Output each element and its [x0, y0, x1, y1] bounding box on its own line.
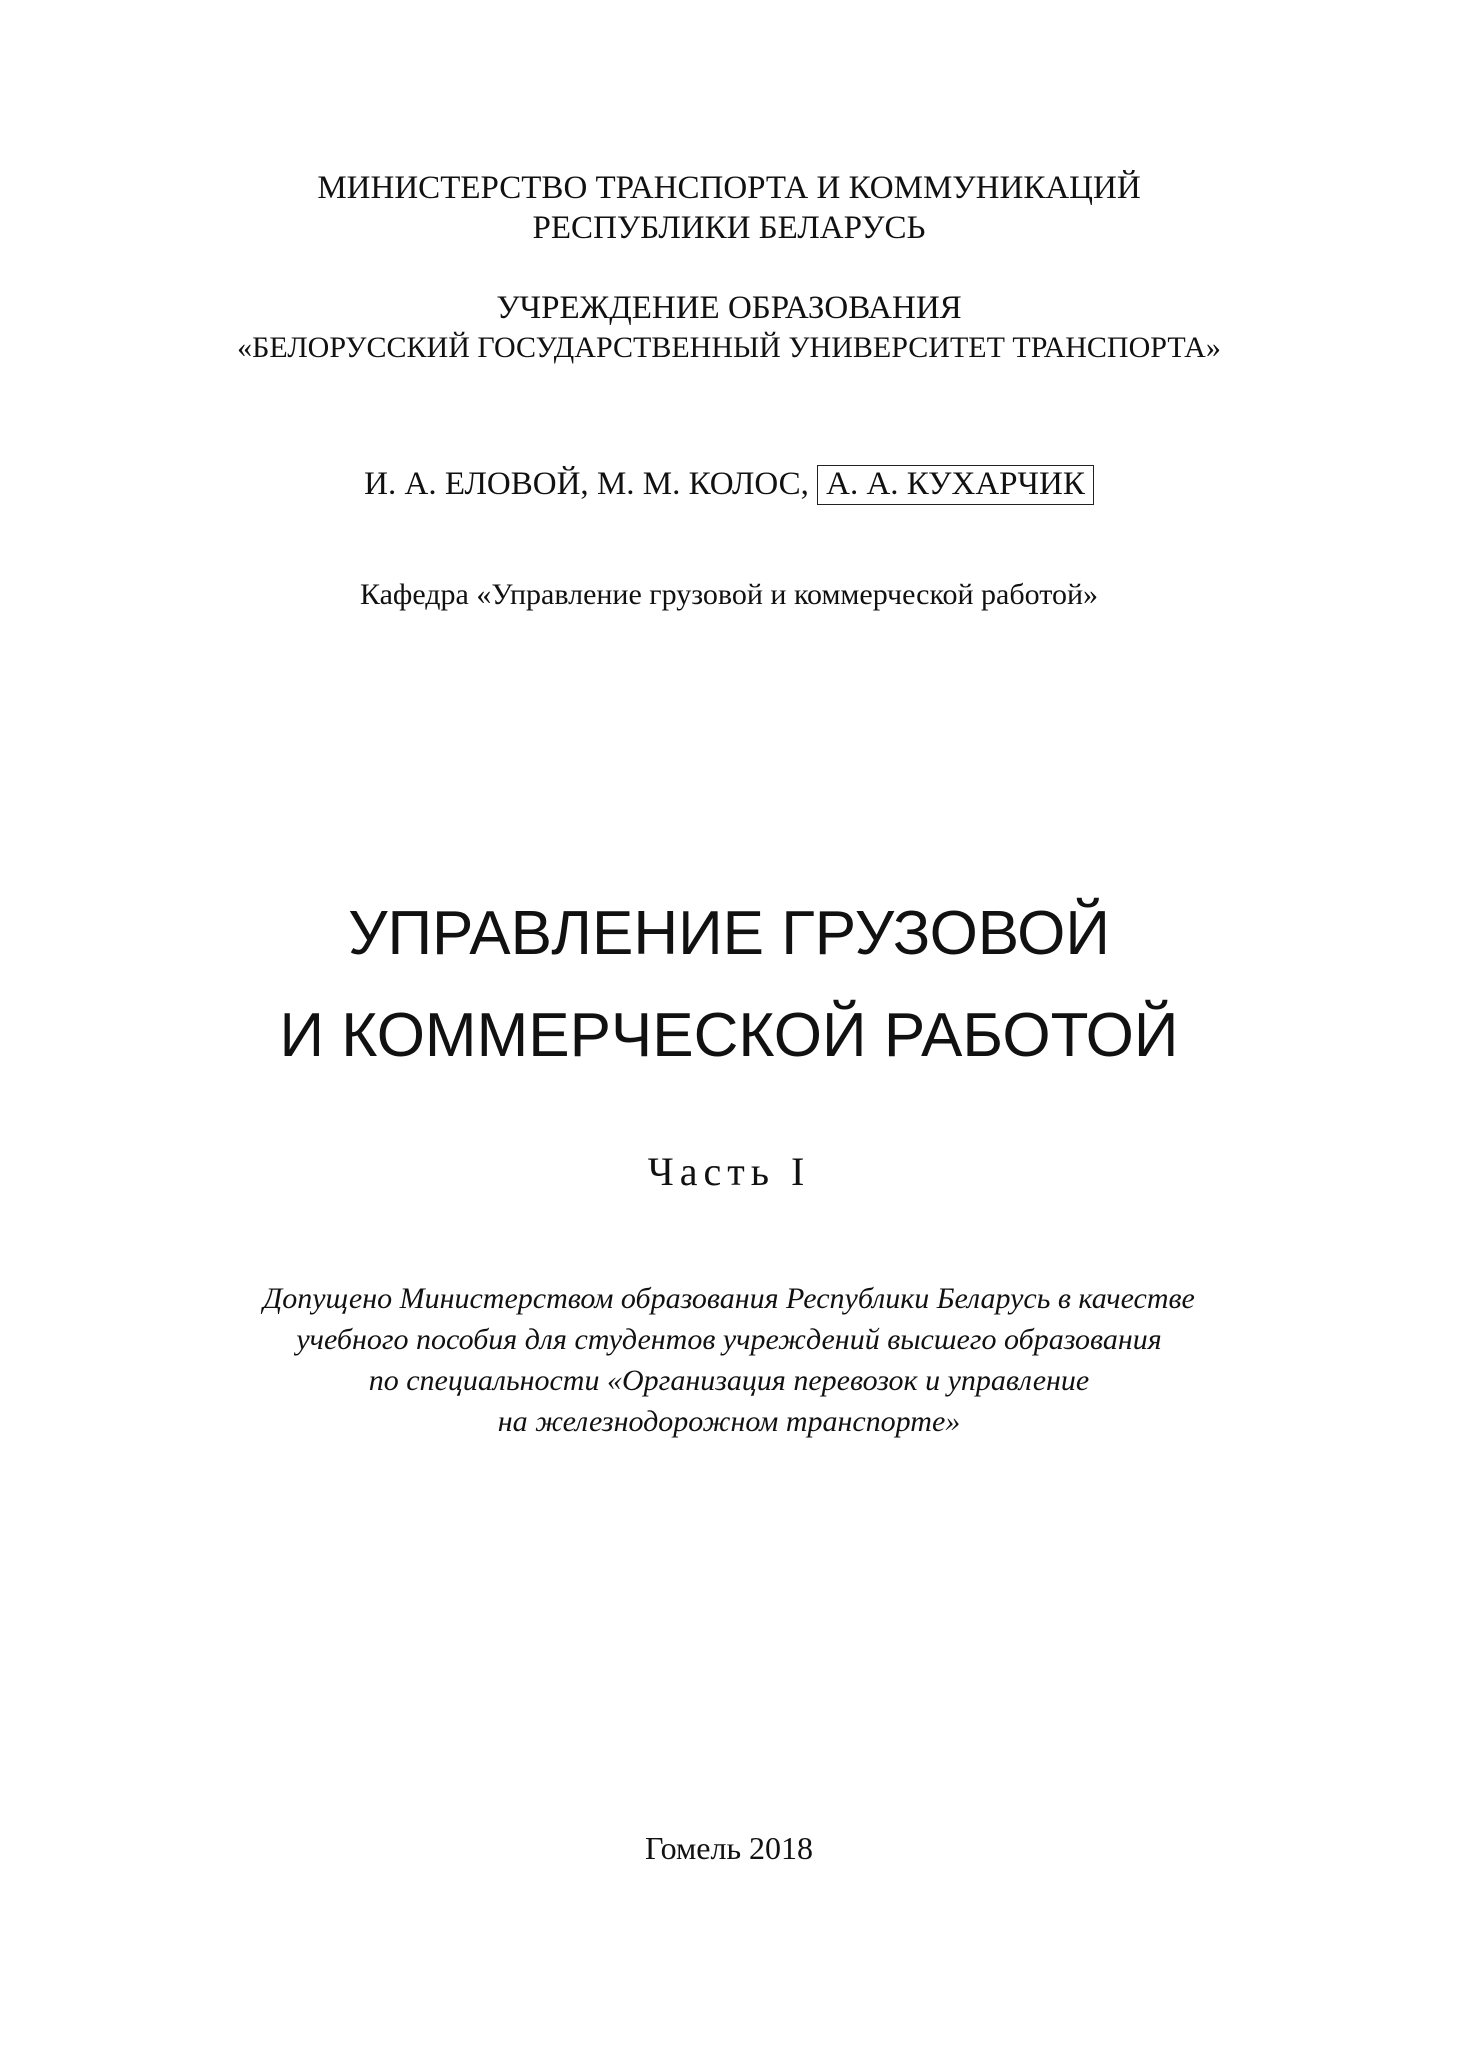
approval-line-4: на железнодорожном транспорте»	[497, 1405, 961, 1438]
author-1: И. А. ЕЛОВОЙ,	[364, 466, 589, 502]
ministry-line-2: РЕСПУБЛИКИ БЕЛАРУСЬ	[532, 210, 926, 246]
part-label: Часть I	[647, 1149, 811, 1194]
department-line: Кафедра «Управление грузовой и коммерческой работой»	[359, 578, 1099, 611]
approval-line-1: Допущено Министерством образования Республики Беларусь в качестве	[263, 1282, 1195, 1315]
authors-line	[0, 465, 1458, 505]
approval-line-3: по специальности «Организация перевозок и управление	[368, 1364, 1090, 1397]
institution-line-1: УЧРЕЖДЕНИЕ ОБРАЗОВАНИЯ	[496, 290, 962, 326]
approval-line-2: учебного пособия для студентов учреждений высшего образования	[296, 1323, 1162, 1356]
institution-line-2: «БЕЛОРУССКИЙ ГОСУДАРСТВЕННЫЙ УНИВЕРСИТЕТ ТРАНСПОРТА»	[237, 331, 1221, 364]
author-3-boxed: А. А. КУХАРЧИК	[817, 465, 1094, 505]
author-2: М. М. КОЛОС,	[596, 466, 809, 502]
city-year: Гомель 2018	[644, 1830, 814, 1866]
ministry-line-1: МИНИСТЕРСТВО ТРАНСПОРТА И КОММУНИКАЦИЙ	[317, 170, 1141, 206]
title-line-1: УПРАВЛЕНИЕ ГРУЗОВОЙ	[348, 899, 1110, 968]
title-line-2: И КОММЕРЧЕСКОЙ РАБОТОЙ	[279, 1001, 1179, 1070]
